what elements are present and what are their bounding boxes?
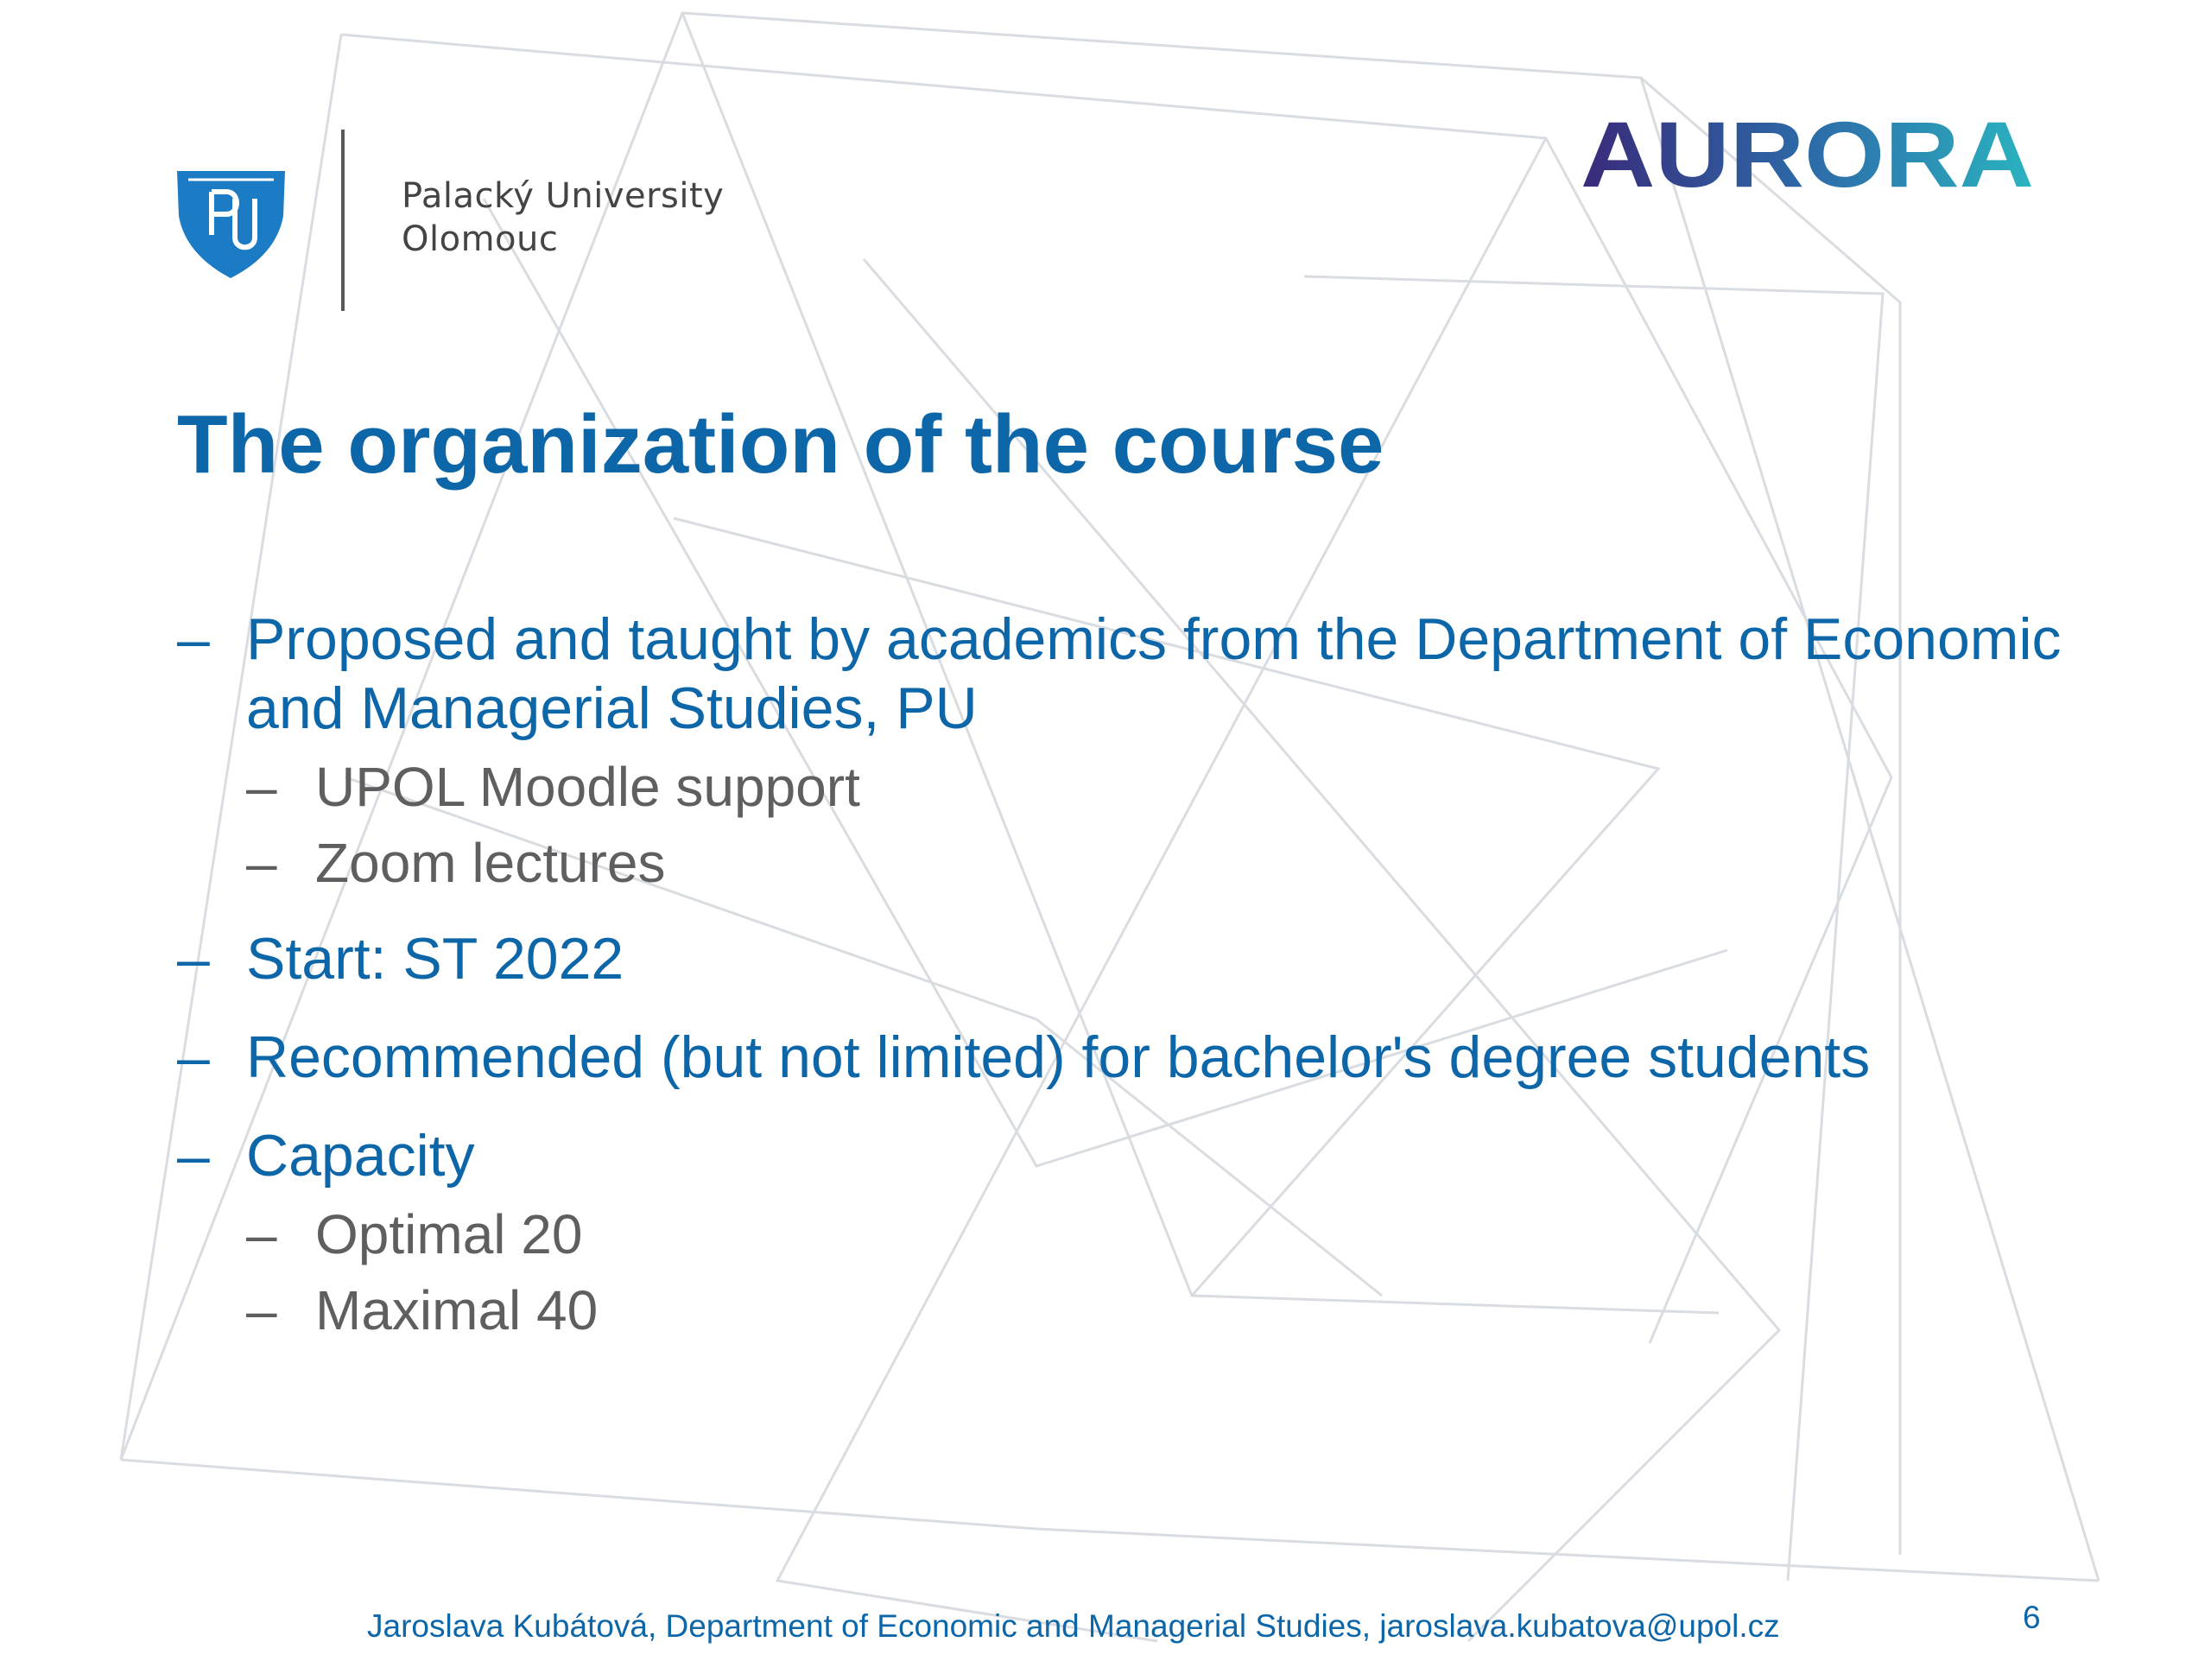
sub-bullet-item: [177, 831, 2077, 895]
bullet-list: [177, 605, 2077, 1342]
sub-bullet-text: UPOL Moodle support: [315, 756, 860, 818]
aurora-logo: [1581, 111, 2038, 197]
bullet-item: [177, 924, 2077, 993]
sub-bullet-dash: –: [246, 1203, 277, 1265]
bullet-dash: –: [177, 926, 210, 992]
logo-divider: [341, 130, 345, 311]
university-name: [402, 174, 724, 261]
university-shield-icon: [173, 164, 289, 281]
bullet-text: Recommended (but not limited) for bachelor's degree students: [246, 1024, 1871, 1090]
bullet-dash: –: [177, 606, 210, 672]
slide-title: The organization of the course: [177, 398, 1384, 491]
bullet-dash: –: [177, 1024, 210, 1090]
page-number: 6: [2023, 1600, 2041, 1635]
university-name-line2: Olomouc: [402, 219, 559, 259]
bullet-dash: –: [177, 1123, 210, 1189]
bullet-item: [177, 1121, 2077, 1190]
sub-bullet-item: [177, 1202, 2077, 1266]
sub-bullet-text: Optimal 20: [315, 1203, 583, 1265]
sub-bullet-text: Zoom lectures: [315, 832, 666, 894]
bullet-item: [177, 605, 2077, 743]
bullet-text: Proposed and taught by academics from the Department of Economic and Managerial Studies, PU: [246, 606, 2062, 741]
sub-bullet-dash: –: [246, 1279, 277, 1341]
aurora-logo-text: AURORA: [1581, 111, 2034, 197]
sub-bullet-item: [177, 755, 2077, 819]
footer-author-info: Jaroslava Kubátová, Department of Economic and Managerial Studies, jaroslava.kubatova@upol.cz: [367, 1608, 1780, 1644]
sub-bullet-text: Maximal 40: [315, 1279, 599, 1341]
sub-bullet-dash: –: [246, 832, 277, 894]
bullet-text: Start: ST 2022: [246, 926, 624, 992]
bullet-text: Capacity: [246, 1123, 475, 1189]
sub-bullet-dash: –: [246, 756, 277, 818]
university-name-line1: Palacký University: [402, 176, 725, 216]
sub-bullet-item: [177, 1278, 2077, 1342]
university-logo: [173, 130, 950, 320]
bullet-item: [177, 1023, 2077, 1092]
